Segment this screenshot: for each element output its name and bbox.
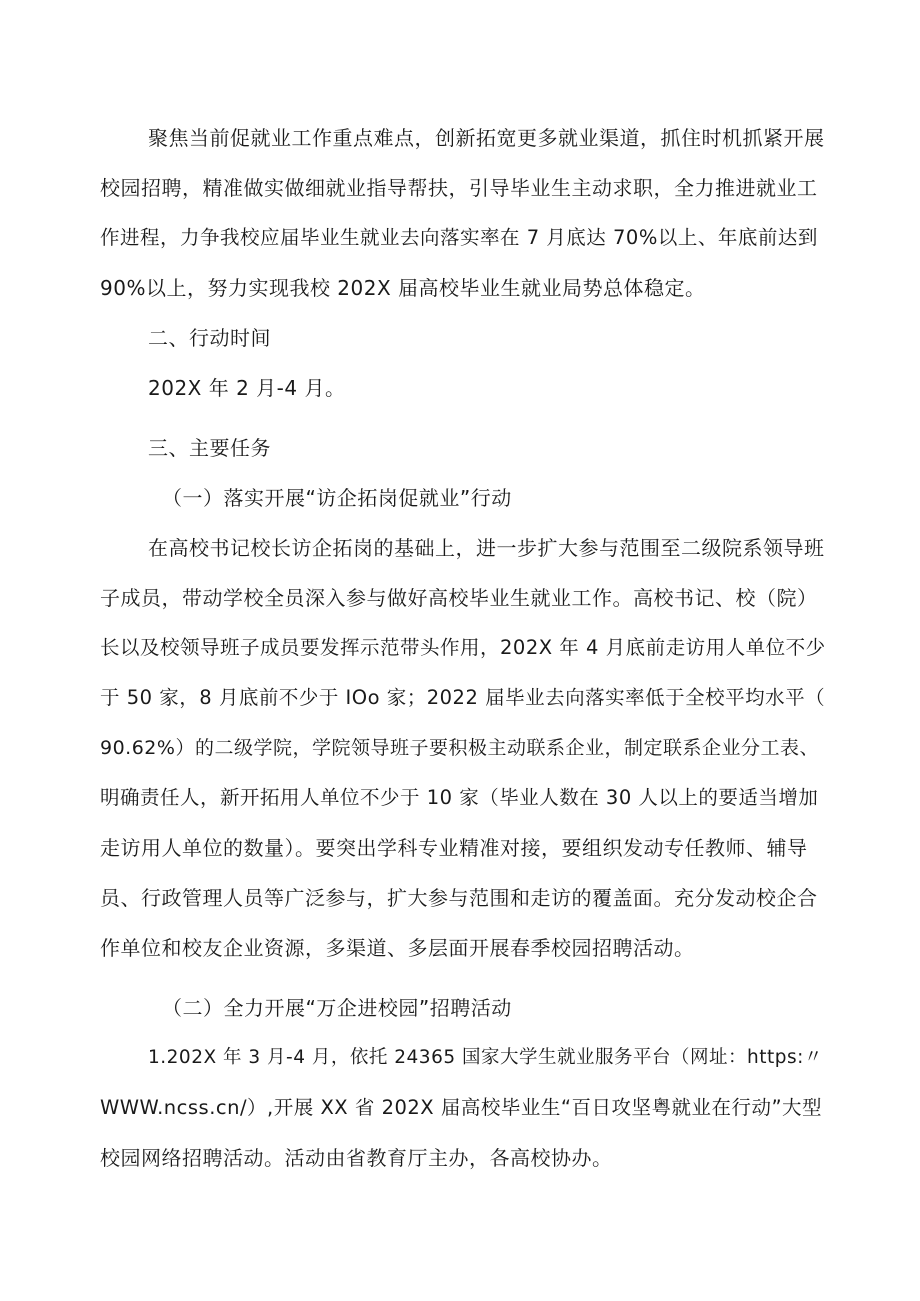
subsection-2-line-2: WWW.ncss.cn/）,开展 XX 省 202X 届高校毕业生“百日攻坚粤就业在行动”大型 [100, 1096, 823, 1119]
paragraph-1-line-4: 90%以上，努力实现我校 202X 届高校毕业生就业局势总体稳定。 [100, 276, 706, 300]
section-2-heading: 二、行动时间 [148, 326, 271, 350]
subsection-1-line-5: 90.62%）的二级学院，学院领导班子要积极主动联系企业，制定联系企业分工表、 [100, 737, 819, 759]
paragraph-1-line-2: 校园招聘，精准做实做细就业指导帮扶，引导毕业生主动求职，全力推进就业工 [100, 176, 818, 200]
subsection-1-line-2: 子成员，带动学校全员深入参与做好高校毕业生就业工作。高校书记、校（院） [100, 586, 818, 610]
subsection-1-line-6: 明确责任人，新开拓用人单位不少于 10 家（毕业人数在 30 人以上的要适当增加 [100, 786, 819, 809]
section-3-heading: 三、主要任务 [148, 436, 271, 460]
subsection-2-line-3: 校园网络招聘活动。活动由省教育厅主办，各高校协办。 [100, 1146, 613, 1170]
subsection-1-line-3: 长以及校领导班子成员要发挥示范带头作用，202X 年 4 月底前走访用人单位不少 [100, 636, 826, 659]
subsection-1-line-7: 走访用人单位的数量）。要突出学科专业精准对接，要组织发动专任教师、辅导 [100, 836, 808, 860]
section-2-body: 202X 年 2 月-4 月。 [148, 376, 346, 400]
paragraph-1-line-1: 聚焦当前促就业工作重点难点，创新拓宽更多就业渠道，抓住时机抓紧开展 [148, 126, 825, 150]
subsection-1-heading: （一）落实开展“访企拓岗促就业”行动 [162, 486, 512, 510]
subsection-1-line-8: 员、行政管理人员等广泛参与，扩大参与范围和走访的覆盖面。充分发动校企合 [100, 886, 818, 910]
subsection-1-line-4: 于 50 家，8 月底前不少于 IOo 家；2022 届毕业去向落实率低于全校平均水平（ [100, 686, 826, 709]
subsection-2-line-1: 1.202X 年 3 月-4 月，依托 24365 国家大学生就业服务平台（网址：https:〃 [148, 1047, 823, 1068]
subsection-1-line-9: 作单位和校友企业资源，多渠道、多层面开展春季校园招聘活动。 [100, 936, 695, 960]
subsection-1-line-1: 在高校书记校长访企拓岗的基础上，进一步扩大参与范围至二级院系领导班 [148, 536, 825, 560]
subsection-2-heading: （二）全力开展“万企进校园”招聘活动 [162, 996, 512, 1020]
paragraph-1-line-3: 作进程，力争我校应届毕业生就业去向落实率在 7 月底达 70%以上、年底前达到 [100, 226, 818, 249]
